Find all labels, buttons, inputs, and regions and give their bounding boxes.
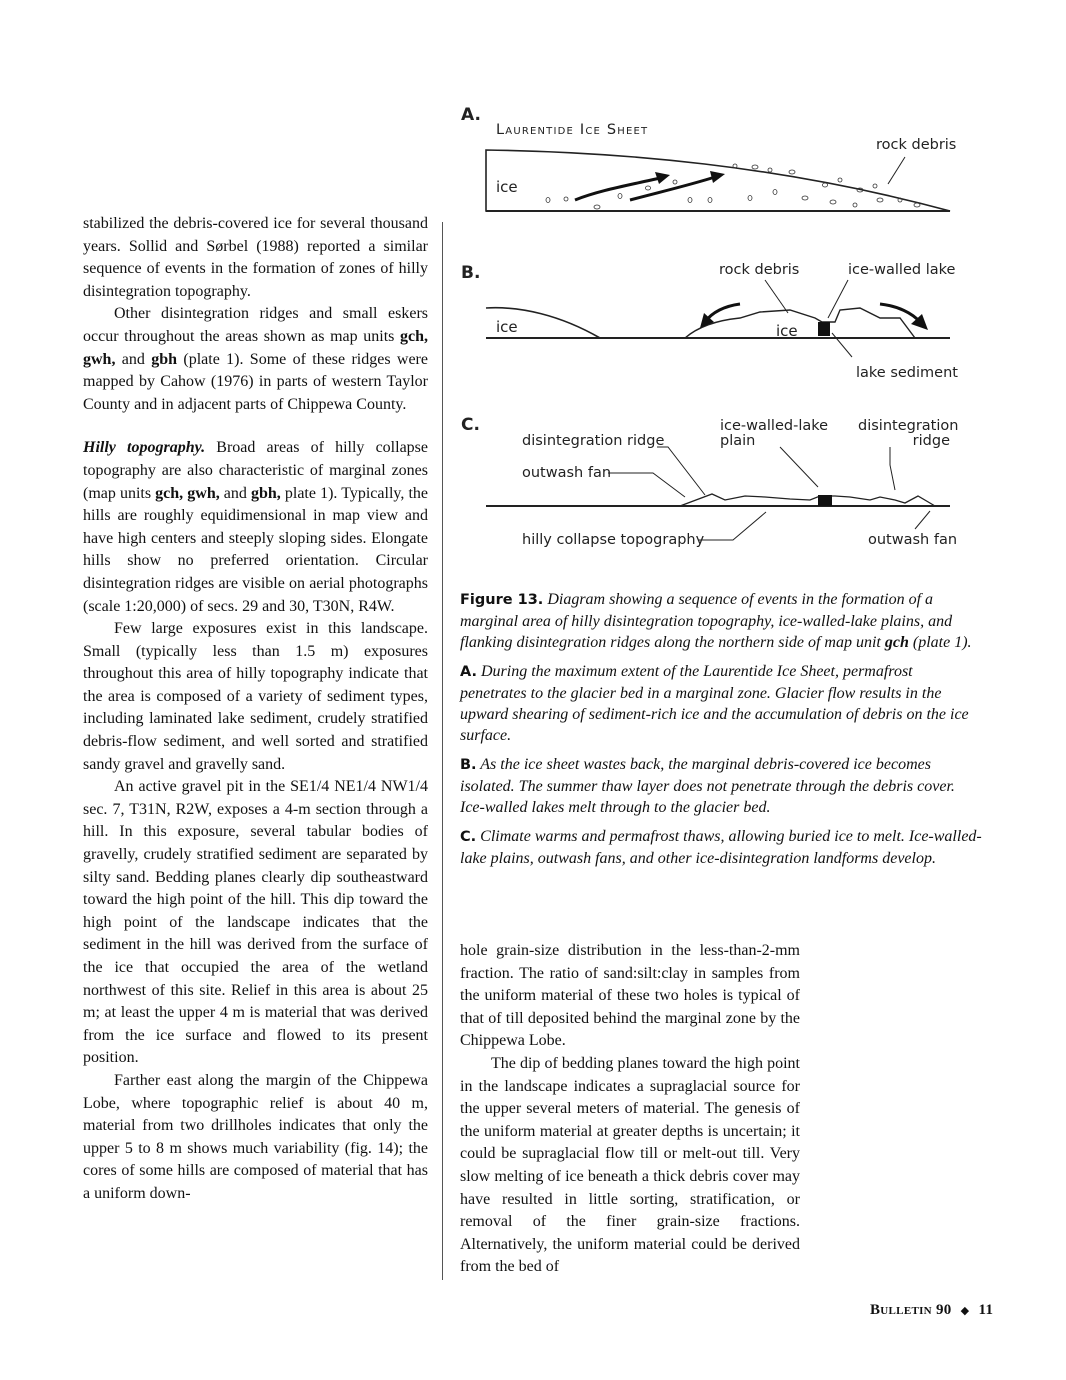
caption-main <box>460 589 982 653</box>
column-divider <box>442 222 443 1280</box>
leader-line <box>828 280 848 318</box>
left-paragraph-2 <box>83 303 428 416</box>
text-span: plate 1). Typically, the hills are roughly equidimensional in map view and have high centers and steeply sloping sides. Elongate hills show no preferred orientation. Circular disintegration ridges are visible on aerial photographs (scale 1:20,000) of secs. 29 and 30, T30N, R4W. <box>83 484 428 615</box>
panel-a-label: A. <box>461 105 481 125</box>
page-footer <box>870 1302 993 1319</box>
caption-b <box>460 754 982 818</box>
arrowhead <box>710 171 725 183</box>
panel-b-lake-sediment-label: lake sediment <box>856 365 958 381</box>
panel-b-ice-label: ice <box>496 318 518 336</box>
panel-a-ice-label: ice <box>496 178 518 196</box>
flow-arrow <box>880 304 920 322</box>
panel-c-outwash-fan-right-label: outwash fan <box>868 532 958 548</box>
panel-c-hilly-collapse-label: hilly collapse topography <box>522 532 705 548</box>
map-unit-label: gch <box>884 634 909 651</box>
text-span: Climate warms and permafrost thaws, allowing buried ice to melt. Ice-walled-lake plains, outwash fans, and other ice-disintegration landforms develop. <box>460 828 982 867</box>
right-paragraph-1: hole grain-size distribution in the less-than-2-mm fraction. The ratio of sand:silt:clay in samples from the uniform material of these two holes is typical of that of till deposited behind the marginal zone by the Chippewa Lobe. <box>460 942 800 1050</box>
caption-panel-label: A. <box>460 664 477 680</box>
panel-b-rock-debris-label: rock debris <box>719 262 800 278</box>
leader-line <box>608 473 685 497</box>
debris-covered-ice <box>685 308 915 338</box>
left-paragraph-5: An active gravel pit in the SE1/4 NE1/4 NW1/4 sec. 7, T31N, R2W, exposes a 4-m section through a hill. In this exposure, several tabular bodies of gravelly, crudely stratified sediment are separated by silty sand. Bedding planes clearly dip southeastward toward the high point of the hill. This dip toward the high point of the landscape indicates that the sediment in the hill was derived from the surface of the ice that occupied the area of the wetland northwest of this site. Relief in this area is about 25 m; at least the upper 4 m is material that was derived from the ice surface and flowed to its present position. <box>83 778 428 1067</box>
page-number: 11 <box>978 1302 994 1318</box>
lake-sediment-block <box>818 322 830 336</box>
panel-c-disintegration-ridge-label: disintegration ridge <box>522 433 665 449</box>
panel-a-rock-debris-label: rock debris <box>876 137 957 153</box>
text-span: and <box>115 350 152 368</box>
left-paragraph-1: stabilized the debris-covered ice for several thousand years. Sollid and Sørbel (1988) reported a similar sequence of events in the formation of zones of hilly disintegration topography. <box>83 215 428 300</box>
map-unit-label: gbh <box>151 350 178 368</box>
caption-c <box>460 826 982 869</box>
panel-b-label: B. <box>461 263 481 283</box>
text-span: As the ice sheet wastes back, the marginal debris-covered ice becomes isolated. The summer thaw layer does not penetrate through the debris cover. Ice-walled lakes melt through to the glacier bed. <box>460 756 955 816</box>
debris-clasts <box>546 164 920 209</box>
figure-caption <box>460 589 982 877</box>
map-unit-label: gch, gwh, <box>155 484 220 502</box>
section-heading: Hilly topography. <box>83 439 206 457</box>
text-span: Broad areas of hilly collapse topography are also characteristic of marginal zones (map units <box>83 439 428 502</box>
bulletin-label: Bulletin 90 <box>870 1302 952 1318</box>
arrowhead <box>655 172 670 184</box>
map-unit-label: gch, gwh, <box>83 327 428 368</box>
figure-label: Figure 13. <box>460 592 544 608</box>
leader-line <box>832 333 852 357</box>
right-paragraph-2: The dip of bedding planes toward the high point in the landscape indicates a supraglacial source for the upper several meters of material. The genesis of the uniform material at greater depths is uncertain; it could be supraglacial flow till or melt-out till. Very slow melting of ice beneath a thick debris cover may have resulted in little sorting, stratification, or removal of the finer grain-size fractions. Alternatively, the uniform material could be derived from the bed of <box>460 1054 800 1276</box>
left-paragraph-4: Few large exposures exist in this landscape. Small (typically less than 1.5 m) exposures throughout this area of hilly topography indicate that the area is composed of a variety of sediment types, including laminated lake sediment, crudely stratified debris-flow sediment, and well sorted and stratified sandy gravel and gravelly sand. <box>83 620 428 773</box>
left-paragraph-6: Farther east along the margin of the Chippewa Lobe, where topographic relief is about 40 m, material from two drillholes indicates that only the upper 5 to 8 m shows much variability (fig. 14); the cores of some hills are composed of material that has a uniform down- <box>83 1071 428 1202</box>
diamond-icon: ◆ <box>960 1304 970 1317</box>
panel-a-title: Laurentide Ice Sheet <box>496 122 649 138</box>
caption-a <box>460 661 982 746</box>
text-span: and <box>219 484 251 502</box>
leader-line <box>765 280 788 313</box>
panel-c-disintegration-ridge-right-label-2: ridge <box>912 433 950 449</box>
figure-13-diagram <box>450 100 960 560</box>
panel-c-ice-walled-lake-plain-label-1: ice-walled-lake <box>720 418 829 434</box>
caption-panel-label: C. <box>460 829 477 845</box>
panel-b-ice-mid-label: ice <box>776 322 798 340</box>
caption-panel-label: B. <box>460 757 477 773</box>
leader-line <box>888 157 905 184</box>
leader-line <box>780 447 818 487</box>
panel-c-label: C. <box>461 415 480 435</box>
lake-sediment-block <box>818 495 832 506</box>
map-unit-label: gbh, <box>251 484 281 502</box>
text-span: Diagram showing a sequence of events in the formation of a marginal area of hilly disintegration topography, ice-walled-lake plains, and flanking disintegration ridges along the northern side of map unit <box>460 591 953 651</box>
text-span: (plate 1). <box>908 634 972 651</box>
hilly-topography-profile <box>680 494 935 506</box>
right-column <box>460 940 800 1279</box>
left-paragraph-3 <box>83 437 428 618</box>
panel-c-outwash-fan-label: outwash fan <box>522 465 612 481</box>
leader-line <box>890 447 895 490</box>
leader-line <box>698 512 766 540</box>
leader-line <box>657 447 705 495</box>
left-column <box>83 213 428 1206</box>
text-span: During the maximum extent of the Laurentide Ice Sheet, permafrost penetrates to the glacier bed in a marginal zone. Glacier flow results in the upward shearing of sediment-rich ice and the accumulation of debris on the ice surface. <box>460 663 969 744</box>
panel-c-disintegration-ridge-right-label-1: disintegration <box>858 418 959 434</box>
panel-c-ice-walled-lake-plain-label-2: plain <box>720 433 756 449</box>
text-span: Other disintegration ridges and small eskers occur throughout the areas shown as map units <box>83 305 428 345</box>
paragraph-gap <box>83 416 428 437</box>
text-span: (plate 1). Some of these ridges were mapped by Cahow (1976) in parts of western Taylor County and in adjacent parts of Chippewa County. <box>83 350 428 413</box>
panel-b-ice-walled-lake-label: ice-walled lake <box>848 262 956 278</box>
leader-line <box>915 511 930 529</box>
